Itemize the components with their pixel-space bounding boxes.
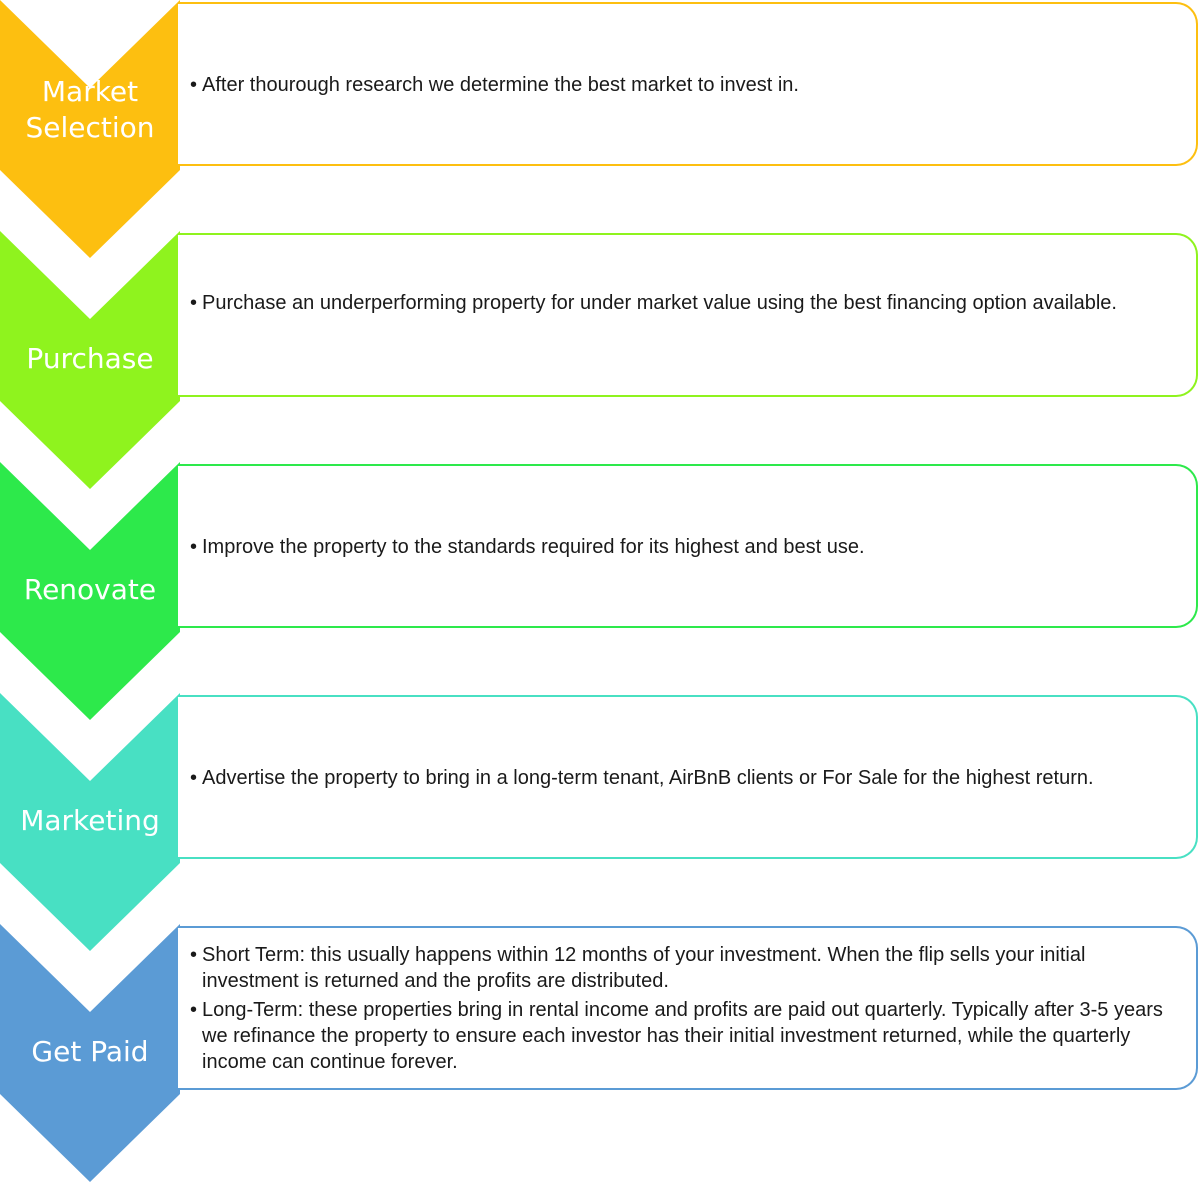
bullet-list: [190, 72, 1178, 101]
step-title: [0, 572, 180, 608]
step-card: [178, 2, 1198, 166]
step-title: [0, 341, 180, 377]
step-title: [0, 74, 180, 146]
step-title-line: Renovate: [23, 573, 157, 606]
step-card: [178, 464, 1198, 628]
process-step: [0, 693, 1200, 951]
bullet-text: Advertise the property to bring in a long-term tenant, AirBnB clients or For Sale for the highest return.: [202, 767, 1094, 789]
step-card: [178, 233, 1198, 397]
bullet-item: [190, 997, 1178, 1075]
bullet-list: [190, 290, 1178, 319]
bullet-item: [190, 72, 1178, 98]
step-title-line: Marketing: [20, 804, 160, 837]
process-step: [0, 231, 1200, 489]
step-title-line: Market: [41, 75, 139, 108]
bullet-dot-icon: •: [190, 999, 198, 1021]
bullet-dot-icon: •: [190, 292, 198, 314]
bullet-list: [190, 765, 1178, 794]
bullet-list: [190, 534, 1178, 563]
bullet-dot-icon: •: [190, 944, 198, 966]
step-title: [0, 803, 180, 839]
step-title-line: Get Paid: [31, 1035, 149, 1068]
bullet-text: Improve the property to the standards required for its highest and best use.: [202, 536, 865, 558]
bullet-dot-icon: •: [190, 74, 198, 96]
step-card: [178, 926, 1198, 1090]
bullet-list: [190, 942, 1178, 1078]
step-card: [178, 695, 1198, 859]
bullet-text: Purchase an underperforming property for under market value using the best financing option available.: [202, 292, 1117, 314]
bullet-item: [190, 290, 1178, 316]
step-title-line: Purchase: [26, 342, 154, 375]
step-title-line: Selection: [25, 111, 155, 144]
bullet-text: Long-Term: these properties bring in rental income and profits are paid out quarterly. Typically after 3-5 years we refinance the property to ensure each investor has their initial investment returned, while the quarterly income can continue forever.: [202, 999, 1163, 1073]
process-step: [0, 0, 1200, 258]
bullet-text: After thourough research we determine the best market to invest in.: [202, 74, 799, 96]
bullet-item: [190, 534, 1178, 560]
process-step: [0, 924, 1200, 1182]
bullet-dot-icon: •: [190, 767, 198, 789]
bullet-item: [190, 942, 1178, 994]
bullet-dot-icon: •: [190, 536, 198, 558]
step-title: [0, 1034, 180, 1070]
bullet-text: Short Term: this usually happens within 12 months of your investment. When the flip sells your initial investment is returned and the profits are distributed.: [202, 944, 1086, 992]
bullet-item: [190, 765, 1178, 791]
process-step: [0, 462, 1200, 720]
